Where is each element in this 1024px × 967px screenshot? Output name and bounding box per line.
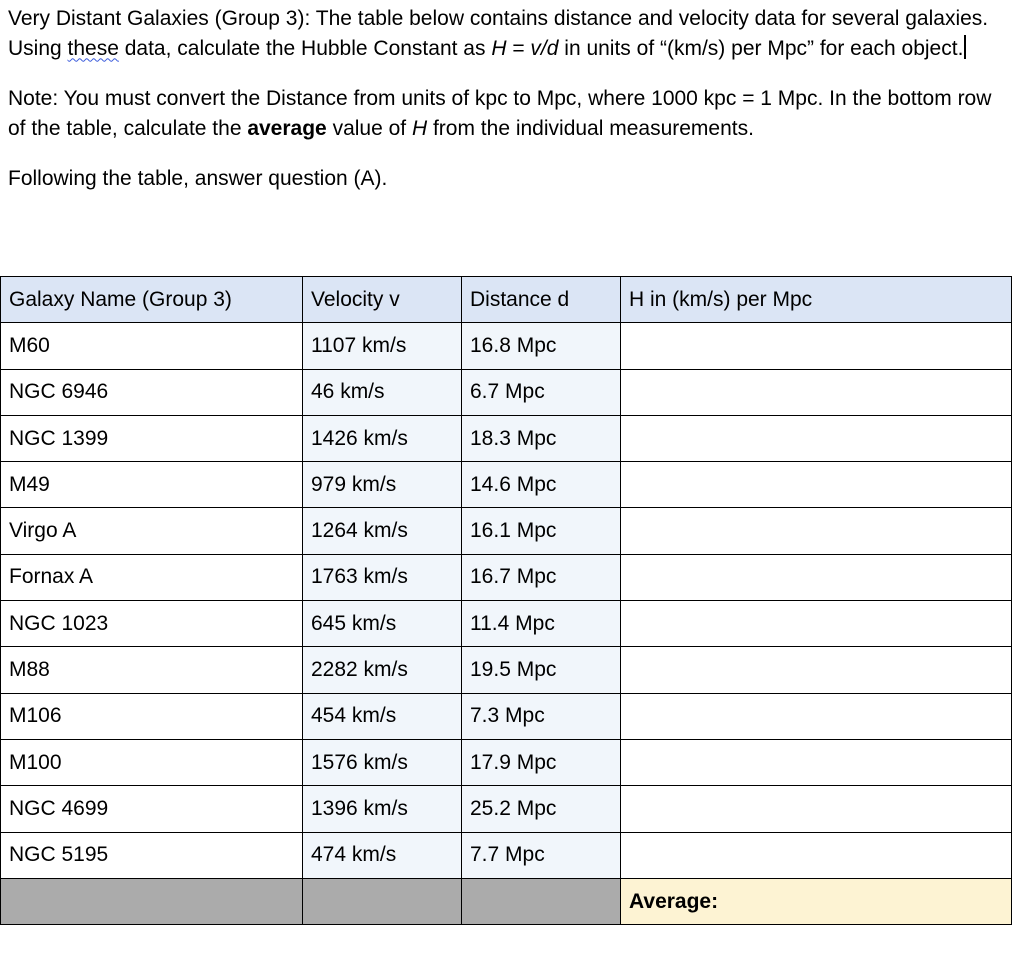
- velocity-cell[interactable]: 645 km/s: [303, 601, 462, 647]
- galaxy-table: [0, 276, 1012, 925]
- distance-cell[interactable]: 25.2 Mpc: [462, 786, 621, 832]
- distance-cell[interactable]: 11.4 Mpc: [462, 601, 621, 647]
- galaxy-name-cell[interactable]: NGC 6946: [1, 369, 303, 415]
- galaxy-name-cell[interactable]: NGC 4699: [1, 786, 303, 832]
- galaxy-name-cell[interactable]: M88: [1, 647, 303, 693]
- note-h: H: [411, 116, 428, 140]
- table-row: [1, 369, 1012, 415]
- table-row: [1, 508, 1012, 554]
- galaxy-name-cell[interactable]: M106: [1, 693, 303, 739]
- hubble-answer-cell[interactable]: [621, 323, 1012, 369]
- table-row: [1, 786, 1012, 832]
- velocity-cell[interactable]: 1264 km/s: [303, 508, 462, 554]
- note-text-2: value of: [326, 116, 412, 140]
- formula-h: H: [491, 36, 507, 60]
- velocity-cell[interactable]: 1763 km/s: [303, 554, 462, 600]
- distance-cell[interactable]: 7.3 Mpc: [462, 693, 621, 739]
- galaxy-name-cell[interactable]: Fornax A: [1, 554, 303, 600]
- intro-paragraph[interactable]: [8, 4, 1008, 63]
- document-body[interactable]: [8, 4, 1008, 194]
- distance-cell[interactable]: 16.1 Mpc: [462, 508, 621, 554]
- distance-cell[interactable]: 6.7 Mpc: [462, 369, 621, 415]
- galaxy-name-cell[interactable]: M49: [1, 462, 303, 508]
- table-row: [1, 415, 1012, 461]
- header-velocity[interactable]: Velocity v: [303, 277, 462, 323]
- galaxy-name-cell[interactable]: NGC 1023: [1, 601, 303, 647]
- intro-text-1: Very Distant Galaxies (Group 3): The table below contains distance and velocity data for several galaxies. Using: [8, 7, 989, 60]
- header-galaxy-name[interactable]: Galaxy Name (Group 3): [1, 277, 303, 323]
- hubble-answer-cell[interactable]: [621, 693, 1012, 739]
- velocity-cell[interactable]: 474 km/s: [303, 832, 462, 878]
- galaxy-name-cell[interactable]: M100: [1, 739, 303, 785]
- hubble-answer-cell[interactable]: [621, 508, 1012, 554]
- velocity-cell[interactable]: 454 km/s: [303, 693, 462, 739]
- velocity-cell[interactable]: 46 km/s: [303, 369, 462, 415]
- average-label-cell[interactable]: Average:: [621, 878, 1012, 924]
- hubble-answer-cell[interactable]: [621, 554, 1012, 600]
- text-cursor: [964, 35, 966, 59]
- spellcheck-word[interactable]: these: [67, 36, 119, 60]
- table-row: [1, 601, 1012, 647]
- average-row-blank-cell: [462, 878, 621, 924]
- galaxy-name-cell[interactable]: NGC 5195: [1, 832, 303, 878]
- distance-cell[interactable]: 16.7 Mpc: [462, 554, 621, 600]
- distance-cell[interactable]: 16.8 Mpc: [462, 323, 621, 369]
- table-row: [1, 832, 1012, 878]
- intro-text-3: in units of “(km/s) per Mpc” for each object.: [558, 36, 964, 60]
- intro-text-2: data, calculate the Hubble Constant as: [118, 36, 492, 60]
- distance-cell[interactable]: 17.9 Mpc: [462, 739, 621, 785]
- galaxy-name-cell[interactable]: NGC 1399: [1, 415, 303, 461]
- note-paragraph[interactable]: [8, 84, 1008, 143]
- header-distance[interactable]: Distance d: [462, 277, 621, 323]
- velocity-cell[interactable]: 2282 km/s: [303, 647, 462, 693]
- average-row: [1, 878, 1012, 924]
- table-row: [1, 739, 1012, 785]
- velocity-cell[interactable]: 1107 km/s: [303, 323, 462, 369]
- hubble-answer-cell[interactable]: [621, 415, 1012, 461]
- velocity-cell[interactable]: 1576 km/s: [303, 739, 462, 785]
- distance-cell[interactable]: 7.7 Mpc: [462, 832, 621, 878]
- table-row: [1, 323, 1012, 369]
- distance-cell[interactable]: 19.5 Mpc: [462, 647, 621, 693]
- table-header-row: [1, 277, 1012, 323]
- formula-equals: =: [506, 36, 531, 60]
- hubble-answer-cell[interactable]: [621, 739, 1012, 785]
- average-row-blank-cell: [1, 878, 303, 924]
- note-text-3: from the individual measurements.: [427, 116, 754, 140]
- velocity-cell[interactable]: 1426 km/s: [303, 415, 462, 461]
- formula-v-over-d: v/d: [530, 36, 559, 60]
- hubble-answer-cell[interactable]: [621, 601, 1012, 647]
- table-row: [1, 554, 1012, 600]
- galaxy-name-cell[interactable]: Virgo A: [1, 508, 303, 554]
- note-bold-average: average: [247, 116, 327, 140]
- hubble-answer-cell[interactable]: [621, 369, 1012, 415]
- hubble-answer-cell[interactable]: [621, 647, 1012, 693]
- hubble-answer-cell[interactable]: [621, 462, 1012, 508]
- distance-cell[interactable]: 14.6 Mpc: [462, 462, 621, 508]
- velocity-cell[interactable]: 979 km/s: [303, 462, 462, 508]
- hubble-answer-cell[interactable]: [621, 832, 1012, 878]
- average-row-blank-cell: [303, 878, 462, 924]
- table-row: [1, 693, 1012, 739]
- note-text-1: Note: You must convert the Distance from units of kpc to Mpc, where 1000 kpc = 1 Mpc. In the bottom row of the table, calculate the: [8, 87, 992, 140]
- galaxy-name-cell[interactable]: M60: [1, 323, 303, 369]
- table-row: [1, 462, 1012, 508]
- velocity-cell[interactable]: 1396 km/s: [303, 786, 462, 832]
- table-row: [1, 647, 1012, 693]
- instruction-paragraph[interactable]: Following the table, answer question (A).: [8, 167, 388, 190]
- distance-cell[interactable]: 18.3 Mpc: [462, 415, 621, 461]
- hubble-answer-cell[interactable]: [621, 786, 1012, 832]
- header-hubble[interactable]: H in (km/s) per Mpc: [621, 277, 1012, 323]
